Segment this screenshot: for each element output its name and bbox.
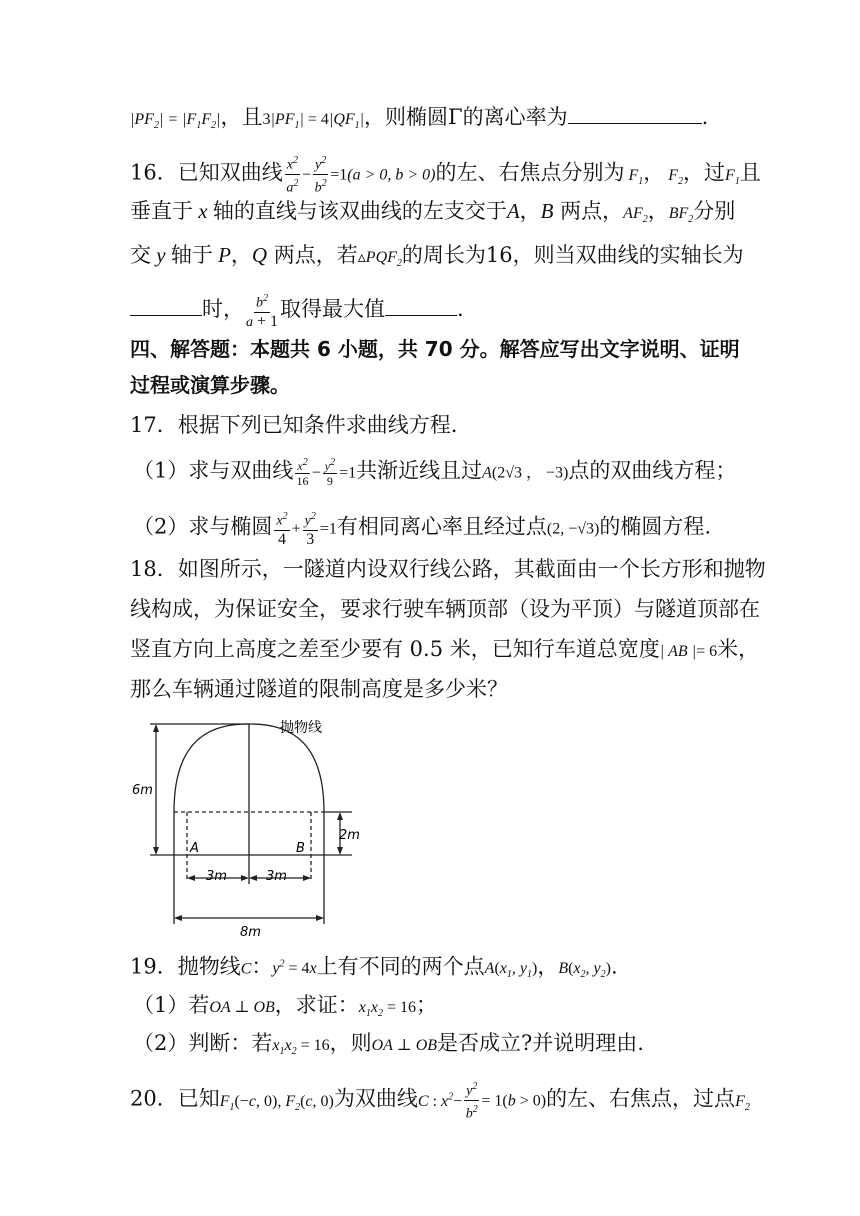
q20-foci: $F_1(-c$, 0), $F_2(c$, 0) xyxy=(219,1092,334,1113)
q15-math-2: $3|PF_1| = 4|QF_1|$ xyxy=(262,111,365,132)
q20-text: 已知 xyxy=(177,1086,220,1111)
q16-blank-1 xyxy=(130,297,202,316)
q19-text: ； xyxy=(416,993,438,1017)
q19-part2: （2）判断：若$x_1x_2 = 16$，则OA ⊥ OB是否成立?并说明理由. xyxy=(133,1031,644,1058)
q19-number: 19． xyxy=(130,954,178,979)
q15-text-a: ，且 xyxy=(220,105,263,129)
q18-text: 竖直方向上高度之差至少要有 0.5 米，已知行车道总宽度 xyxy=(130,637,660,661)
q16-line2: 垂直于 x 轴的直线与该双曲线的左支交于A，B 两点，$AF_2$，$BF_2$分别 xyxy=(130,199,736,226)
q16-f2: $F_2$ xyxy=(664,166,684,187)
q19-part1: （1）若OA ⊥ OB，求证：$x_1x_2 = 16$； xyxy=(133,993,438,1020)
q19-text: 上有不同的两个点 xyxy=(316,954,485,979)
q20-line1: 20．已知$F_1(-c$, 0), $F_2(c$, 0)为双曲线C : $x^2-$ $\frac{y^2}{b^2}$ = 1(b > 0)的左、右焦点，过点$F_2$ xyxy=(130,1078,750,1122)
q19-text: 抛物线 xyxy=(177,954,241,979)
q18-ab: | AB |= 6 xyxy=(659,643,718,660)
q19-equation: $y^2 = 4x$ xyxy=(272,959,317,978)
q16-text: 两点， xyxy=(560,199,624,223)
q16-condition: (a > 0, b > 0) xyxy=(347,166,436,184)
q16-text: 的周长为16，则当双曲线的实轴长为 xyxy=(401,243,744,267)
q19-text: ， xyxy=(537,954,559,979)
q18-text: 如图所示，一隧道内设双行线公路，其截面由一个长方形和抛物 xyxy=(177,557,766,581)
q19-text: （2）判断：若 xyxy=(133,1031,273,1055)
point-b-label: B xyxy=(296,841,305,856)
q17-part2: （2）求与椭圆 $\frac{x^2}{4}$ + $\frac{y^2}{3}$ =1有相同离心率且经过点(2, −√3)的椭圆方程. xyxy=(133,508,711,548)
q17-number: 17． xyxy=(130,413,178,437)
point-a-label: A xyxy=(190,841,199,856)
width-label: 8m xyxy=(240,925,261,940)
q16-frac-ratio: $\frac{b^2}{a + 1}$ xyxy=(246,290,278,331)
q17-text: （2）求与椭圆 xyxy=(133,514,273,539)
section4-heading-line1: 四、解答题：本题共 6 小题，共 70 分。解答应写出文字说明、证明 xyxy=(130,337,740,361)
q19-point-a: $A(x_1$, $y_1$) xyxy=(484,960,538,981)
q16-text: 垂直于 xyxy=(130,199,193,223)
q17-text: 根据下列已知条件求曲线方程. xyxy=(177,413,458,437)
q16-frac-y: $\frac{y^2}{b^2}$ xyxy=(313,152,328,196)
q18-number: 18． xyxy=(130,557,178,581)
q18-line1 xyxy=(130,556,766,582)
q17-text: 有相同离心率且经过点 xyxy=(336,514,547,539)
q20-number: 20． xyxy=(130,1086,178,1111)
parabola-label: 抛物线 xyxy=(280,720,322,736)
q16-text: 的左、右焦点分别为 xyxy=(435,160,625,185)
q18-line2: 线构成，为保证安全，要求行驶车辆顶部（设为平顶）与隧道顶部在 xyxy=(130,597,760,621)
q17-text: 点的双曲线方程； xyxy=(568,458,737,483)
q17-stem xyxy=(130,412,457,438)
q18-line3 xyxy=(130,636,759,665)
q16-text: 轴于 xyxy=(170,243,213,267)
q19-text: （1）若 xyxy=(133,993,210,1017)
q16-text: 且 xyxy=(739,160,761,185)
q16-f1: $F_1$ xyxy=(624,166,644,187)
q17-text: 的椭圆方程. xyxy=(599,514,712,539)
left-half-label: 3m xyxy=(206,869,227,884)
q16-text: 取得最大值 xyxy=(280,296,386,321)
q15-tail-line xyxy=(130,104,708,139)
q16-text: 轴的直线与该双曲线的左支交于 xyxy=(212,199,507,223)
rect-height-label: 2m xyxy=(339,828,360,843)
q16-end: . xyxy=(457,296,464,321)
q16-text: 交 xyxy=(130,243,151,267)
q19-point-b: $B(x_2$, $y_2$) xyxy=(558,960,611,981)
q18-line4: 那么车辆通过隧道的限制高度是多少米？ xyxy=(130,677,508,701)
q16-text: ，过 xyxy=(683,160,726,185)
q16-triangle: $▵PQF_2$ xyxy=(357,249,402,270)
q16-blank-2 xyxy=(385,297,457,316)
q19-text: 是否成立?并说明理由. xyxy=(437,1031,644,1055)
q15-math-1: $|PF_2| = |F_1F_2|$ xyxy=(130,111,221,132)
q18-text: 米， xyxy=(717,637,760,661)
q20-f2: $F_2$ xyxy=(735,1092,750,1113)
q19-text: ，求证： xyxy=(274,993,359,1017)
q16-frac-x: $\frac{x^2}{a^2}$ xyxy=(285,152,300,196)
q19-curve: C xyxy=(240,960,252,978)
q16-text: 两点，若 xyxy=(273,243,358,267)
right-half-label: 3m xyxy=(266,869,287,884)
tunnel-figure xyxy=(130,712,370,942)
q20-text: 的左、右焦点，过点 xyxy=(546,1086,736,1111)
q16-text: 已知双曲线 xyxy=(177,160,283,185)
q16-line4 xyxy=(130,290,464,331)
q17-point: (2, −√3) xyxy=(546,520,600,538)
q19-text: ，则 xyxy=(329,1031,372,1055)
q16-bf2: $BF_2$ xyxy=(668,205,694,226)
q20-text: 为双曲线 xyxy=(333,1086,418,1111)
q17-text: （1）求与双曲线 xyxy=(133,458,294,483)
section4-heading-line2: 过程或演算步骤。 xyxy=(130,373,290,397)
q16-line1: 16．已知双曲线 $\frac{x^2}{a^2}$ − $\frac{y^2}{b^2}$ =1(a > 0, b > 0)的左、右焦点分别为 $F_1$， $F_2$，过$F_1$且 xyxy=(130,152,761,196)
q17-text: 共渐近线且过 xyxy=(356,458,483,483)
q19-end: . xyxy=(610,954,618,979)
q17-part1: （1）求与双曲线 $\frac{x^2}{16}$ − $\frac{y^2}{9}$ =1共渐近线且过A(2√3 ， −3)点的双曲线方程； xyxy=(133,457,737,488)
height-label: 6m xyxy=(132,783,153,798)
q15-end: . xyxy=(701,105,709,129)
q16-af2: $AF_2$ xyxy=(623,205,648,226)
q17-point-a: A(2√3 ， −3) xyxy=(482,464,569,482)
q20-curve: C : $x^2-$ xyxy=(417,1091,463,1110)
q16-f1b: $F_1$ xyxy=(725,166,740,187)
q16-number: 16． xyxy=(130,160,178,185)
q15-text-b: ，则椭圆Γ的离心率为 xyxy=(364,105,568,129)
q16-line3: 交 y 轴于 P，Q 两点，若$▵PQF_2$的周长为16，则当双曲线的实轴长为 xyxy=(130,243,744,270)
q15-answer-blank xyxy=(568,105,702,124)
q19-line1: 19．抛物线C：$y^2 = 4x$上有不同的两个点$A(x_1$, $y_1$)，$B(x_2$, $y_2$). xyxy=(130,954,618,981)
q16-text: 时， xyxy=(202,296,244,321)
q16-text: 分别 xyxy=(693,199,736,223)
